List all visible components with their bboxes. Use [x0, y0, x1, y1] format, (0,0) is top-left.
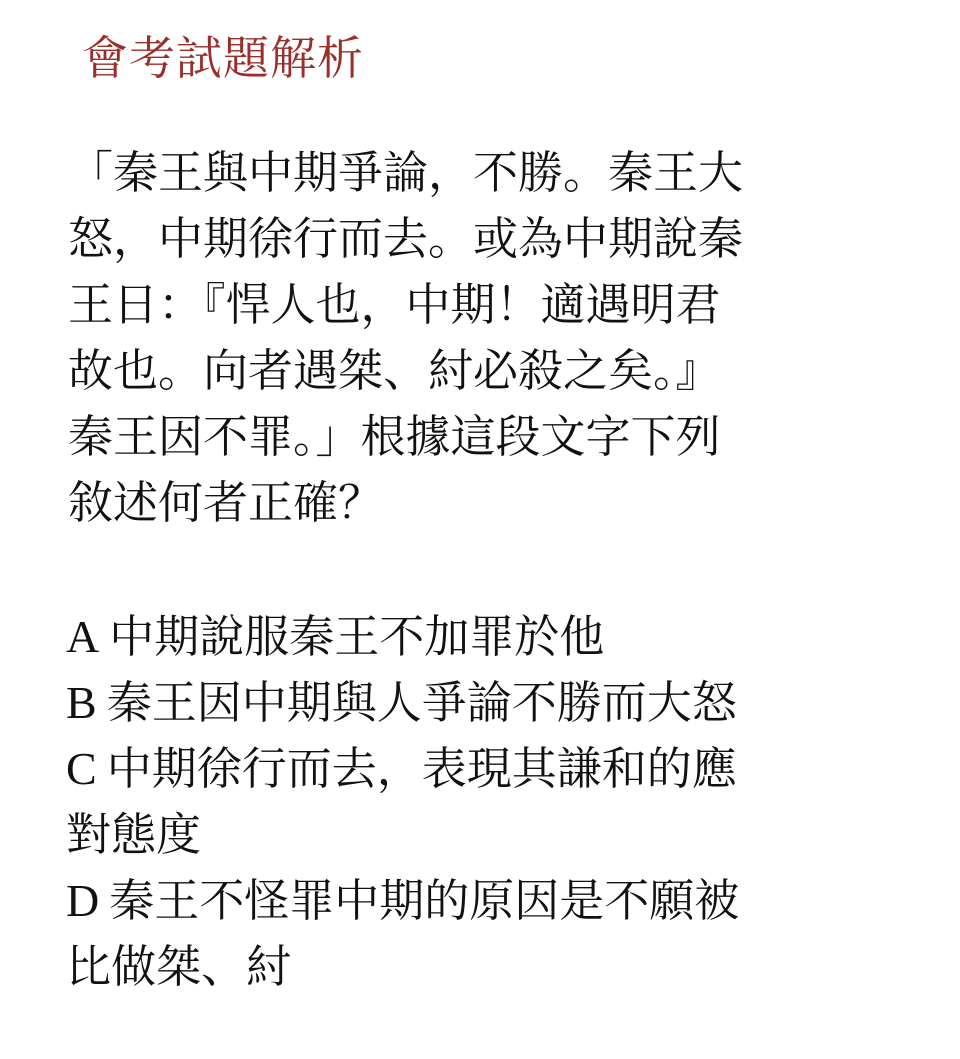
option-a-letter: A [66, 611, 100, 662]
option-c-letter: C [66, 743, 97, 794]
question-line: 故也。向者遇桀、紂必殺之矣。』 [68, 344, 721, 397]
question-line: 秦王因不罪。」根據這段文字下列 [68, 410, 721, 463]
option-a-text: 中期說服秦王不加罪於他 [109, 610, 605, 663]
question-line: 王日：『悍人也，中期！適遇明君 [68, 278, 721, 331]
option-c-text: 中期徐行而去，表現其謙和的應 [106, 742, 737, 795]
option-d-text-continued: 比做桀、紂 [66, 940, 292, 993]
option-c-continuation [66, 802, 886, 868]
option-d-text: 秦王不怪罪中期的原因是不願被 [109, 874, 740, 927]
question-line: 怒，中期徐行而去。或為中期說秦 [68, 212, 744, 265]
option-b [66, 670, 886, 736]
option-b-text: 秦王因中期與人爭論不勝而大怒 [106, 676, 737, 729]
question-line: 「秦王與中期爭論，不勝。秦王大 [68, 146, 744, 199]
question-line: 敘述何者正確？ [68, 476, 384, 529]
option-d-continuation [66, 934, 886, 1000]
option-c [66, 736, 886, 802]
option-c-text-continued: 對態度 [66, 808, 202, 861]
page-title: 會考試題解析 [82, 31, 364, 85]
option-d-letter: D [66, 875, 100, 926]
answer-options [66, 604, 886, 1000]
question-text [68, 140, 868, 536]
option-a [66, 604, 886, 670]
option-b-letter: B [66, 677, 97, 728]
option-d [66, 868, 886, 934]
